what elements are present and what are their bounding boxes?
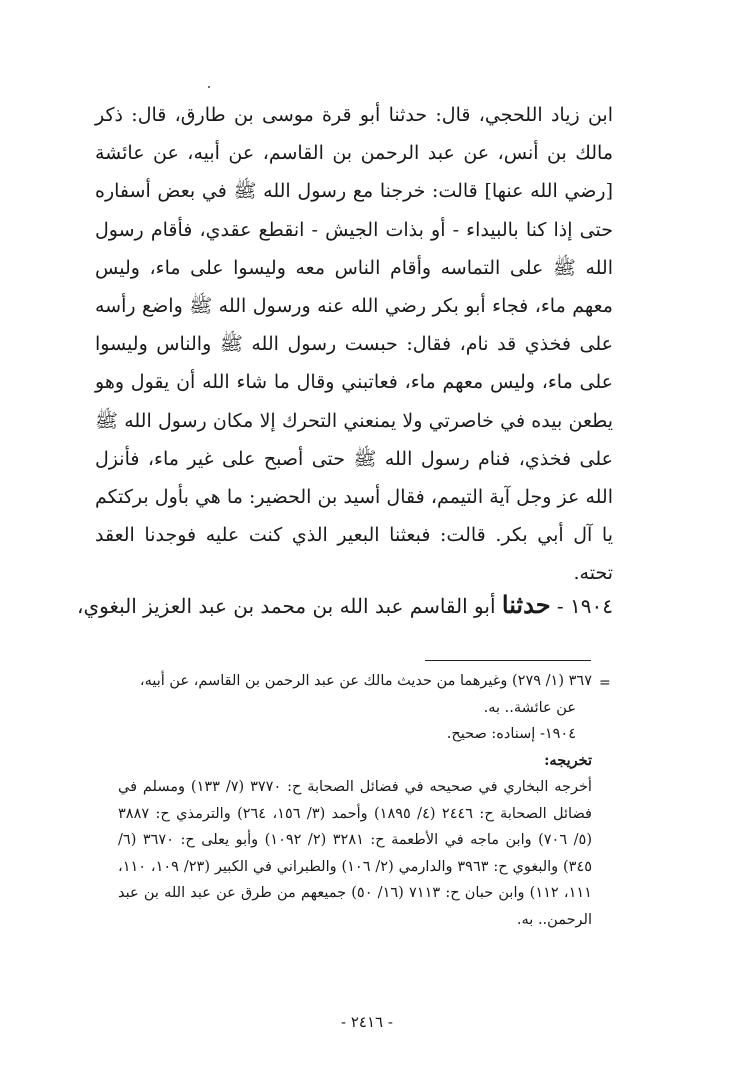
takhrij-heading: تخريجه: (544, 751, 592, 769)
page-number: - ٢٤١٦ - (341, 1013, 393, 1031)
footnote-separator (425, 660, 591, 661)
hadith-number: ١٩٠٤ - (556, 594, 613, 618)
footnote-line-2: عن عائشة.. به. (483, 699, 576, 716)
ink-dot (208, 86, 210, 88)
footnote-continuation-marker: = (599, 675, 611, 691)
footnote-isnad: ١٩٠٤- إسناده: صحيح. (446, 726, 576, 742)
hadith-chain-text: أبو القاسم عبد الله بن محمد بن عبد العزيز البغوي، (77, 594, 496, 618)
main-text-block (95, 96, 613, 593)
hadith-narration: ابن زياد اللحجي، قال: حدثنا أبو قرة موسى بن طارق، قال: ذكر مالك بن أنس، عن عبد الرحمن بن القاسم، عن أبيه، عن عائشة [رضي الله عنها] قالت: خرجنا مع رسول الله ﷺ في بعض أسفاره حتى إذا كنا بالبيداء - أو بذات الجيش - انقطع عقدي، فأقام رسول الله ﷺ على التماسه وأقام الناس معه وليسوا على ماء، وليس معهم ماء، فجاء أبو بكر رضي الله عنه ورسول الله ﷺ واضع رأسه على فخذي قد نام، فقال: حبست رسول الله ﷺ والناس وليسوا على ماء، وليس معهم ماء، فعاتبني وقال ما شاء الله أن يقول وهو يطعن بيده في خاصرتي ولا يمنعني التحرك إلا مكان رسول الله ﷺ على فخذي، فنام رسول الله ﷺ حتى أصبح على غير ماء، فأنزل الله عز وجل آية التيمم، فقال أسيد بن الحضير: ما هي بأول بركتكم يا آل أبي بكر. قالت: فبعثنا البعير الذي كنت عليه فوجدنا العقد تحته. (95, 104, 613, 585)
takhrij-body: أخرجه البخاري في صحيحه في فضائل الصحابة ح: ٣٧٧٠ (٧/ ١٣٣) ومسلم في فضائل الصحابة ح: ٢٤٤٦ (٤/ ١٨٩٥) وأحمد (٣/ ١٥٦، ٢٦٤) والترمذي ح: ٣٨٨٧ (٥/ ٧٠٦) وابن ماجه في الأطعمة ح: ٣٢٨١ (٢/ ١٠٩٢) وأبو يعلى ح: ٣٦٧٠ (٦/ ٣٤٥) والبغوي ح: ٣٩٦٣ والدارمي (٢/ ١٠٦) والطبراني في الكبير (٢٣/ ١٠٩، ١١٠، ١١١، ١١٢) وابن حبان ح: ٧١١٣ (١٦/ ٥٠) جميعهم من طرق عن عبد الله بن عبد الرحمن.. به. (118, 779, 593, 928)
footnote-line-1: ٣٦٧ (١/ ٢٧٩) وغيرهما من حديث مالك عن عبد الرحمن بن القاسم، عن أبيه، (139, 673, 592, 689)
footnotes-block (118, 668, 592, 933)
hadith-lead-word: حدثنا (501, 590, 551, 619)
hadith-heading-line (77, 587, 613, 624)
